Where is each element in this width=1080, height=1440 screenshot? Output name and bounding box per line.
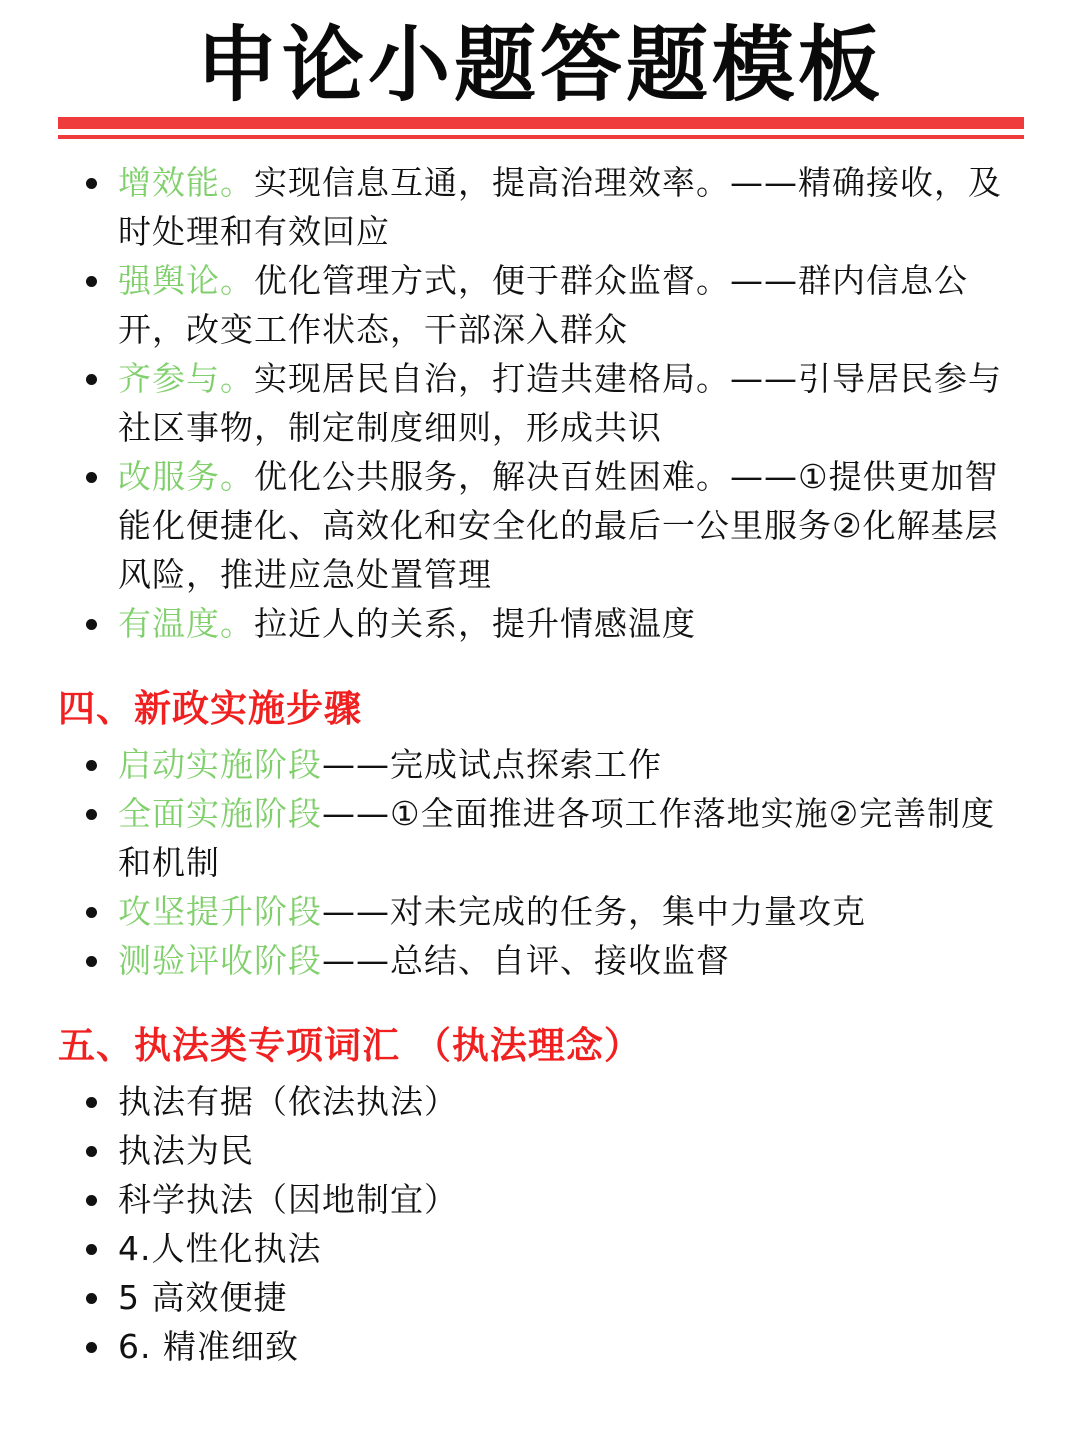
item-key: 攻坚提升阶段 — [118, 892, 322, 931]
item-key: 改服务。 — [118, 457, 254, 496]
item-text: 优化管理方式，便于群众监督。——群内信息公开，改变工作状态，干部深入群众 — [118, 261, 968, 349]
list-item — [58, 256, 1024, 354]
list-item — [58, 354, 1024, 452]
item-key: 全面实施阶段 — [118, 794, 322, 833]
list-item: 执法有据（依法执法） — [58, 1077, 1024, 1126]
item-key: 测验评收阶段 — [118, 941, 322, 980]
list-item — [58, 452, 1024, 599]
list-item — [58, 936, 1024, 985]
section-heading-4: 四、新政实施步骤 — [58, 687, 362, 730]
steps-list — [58, 740, 1024, 985]
list-item: 执法为民 — [58, 1126, 1024, 1175]
list-item — [58, 158, 1024, 256]
list-item — [58, 887, 1024, 936]
item-key: 强舆论。 — [118, 261, 254, 300]
content — [58, 158, 1024, 1371]
list-item — [58, 599, 1024, 648]
title-underline-thin — [58, 135, 1024, 139]
item-key: 启动实施阶段 — [118, 745, 322, 784]
item-key: 有温度。 — [118, 604, 254, 643]
section-heading-5: 五、执法类专项词汇 （执法理念） — [58, 1024, 642, 1067]
vocab-list — [58, 1077, 1024, 1371]
item-text: 实现居民自治，打造共建格局。——引导居民参与社区事物，制定制度细则，形成共识 — [118, 359, 1002, 447]
item-text: ——完成试点探索工作 — [322, 745, 662, 784]
list-item: 6. 精准细致 — [58, 1322, 1024, 1371]
list-item — [58, 789, 1024, 887]
item-text: ——总结、自评、接收监督 — [322, 941, 730, 980]
list-item: 4.人性化执法 — [58, 1224, 1024, 1273]
item-text: 拉近人的关系，提升情感温度 — [254, 604, 696, 643]
list-item: 科学执法（因地制宜） — [58, 1175, 1024, 1224]
item-text: ——对未完成的任务，集中力量攻克 — [322, 892, 866, 931]
top-list — [58, 158, 1024, 648]
item-text: ——①全面推进各项工作落地实施②完善制度和机制 — [118, 794, 996, 882]
title-underline-thick — [58, 117, 1024, 129]
item-key: 增效能。 — [118, 163, 254, 202]
list-item — [58, 740, 1024, 789]
item-key: 齐参与。 — [118, 359, 254, 398]
item-text: 优化公共服务，解决百姓困难。——①提供更加智能化便捷化、高效化和安全化的最后一公里服务②化解基层风险，推进应急处置管理 — [118, 457, 999, 594]
list-item: 5 高效便捷 — [58, 1273, 1024, 1322]
item-text: 实现信息互通，提高治理效率。——精确接收，及时处理和有效回应 — [118, 163, 1002, 251]
page-title: 申论小题答题模板 — [195, 18, 884, 113]
